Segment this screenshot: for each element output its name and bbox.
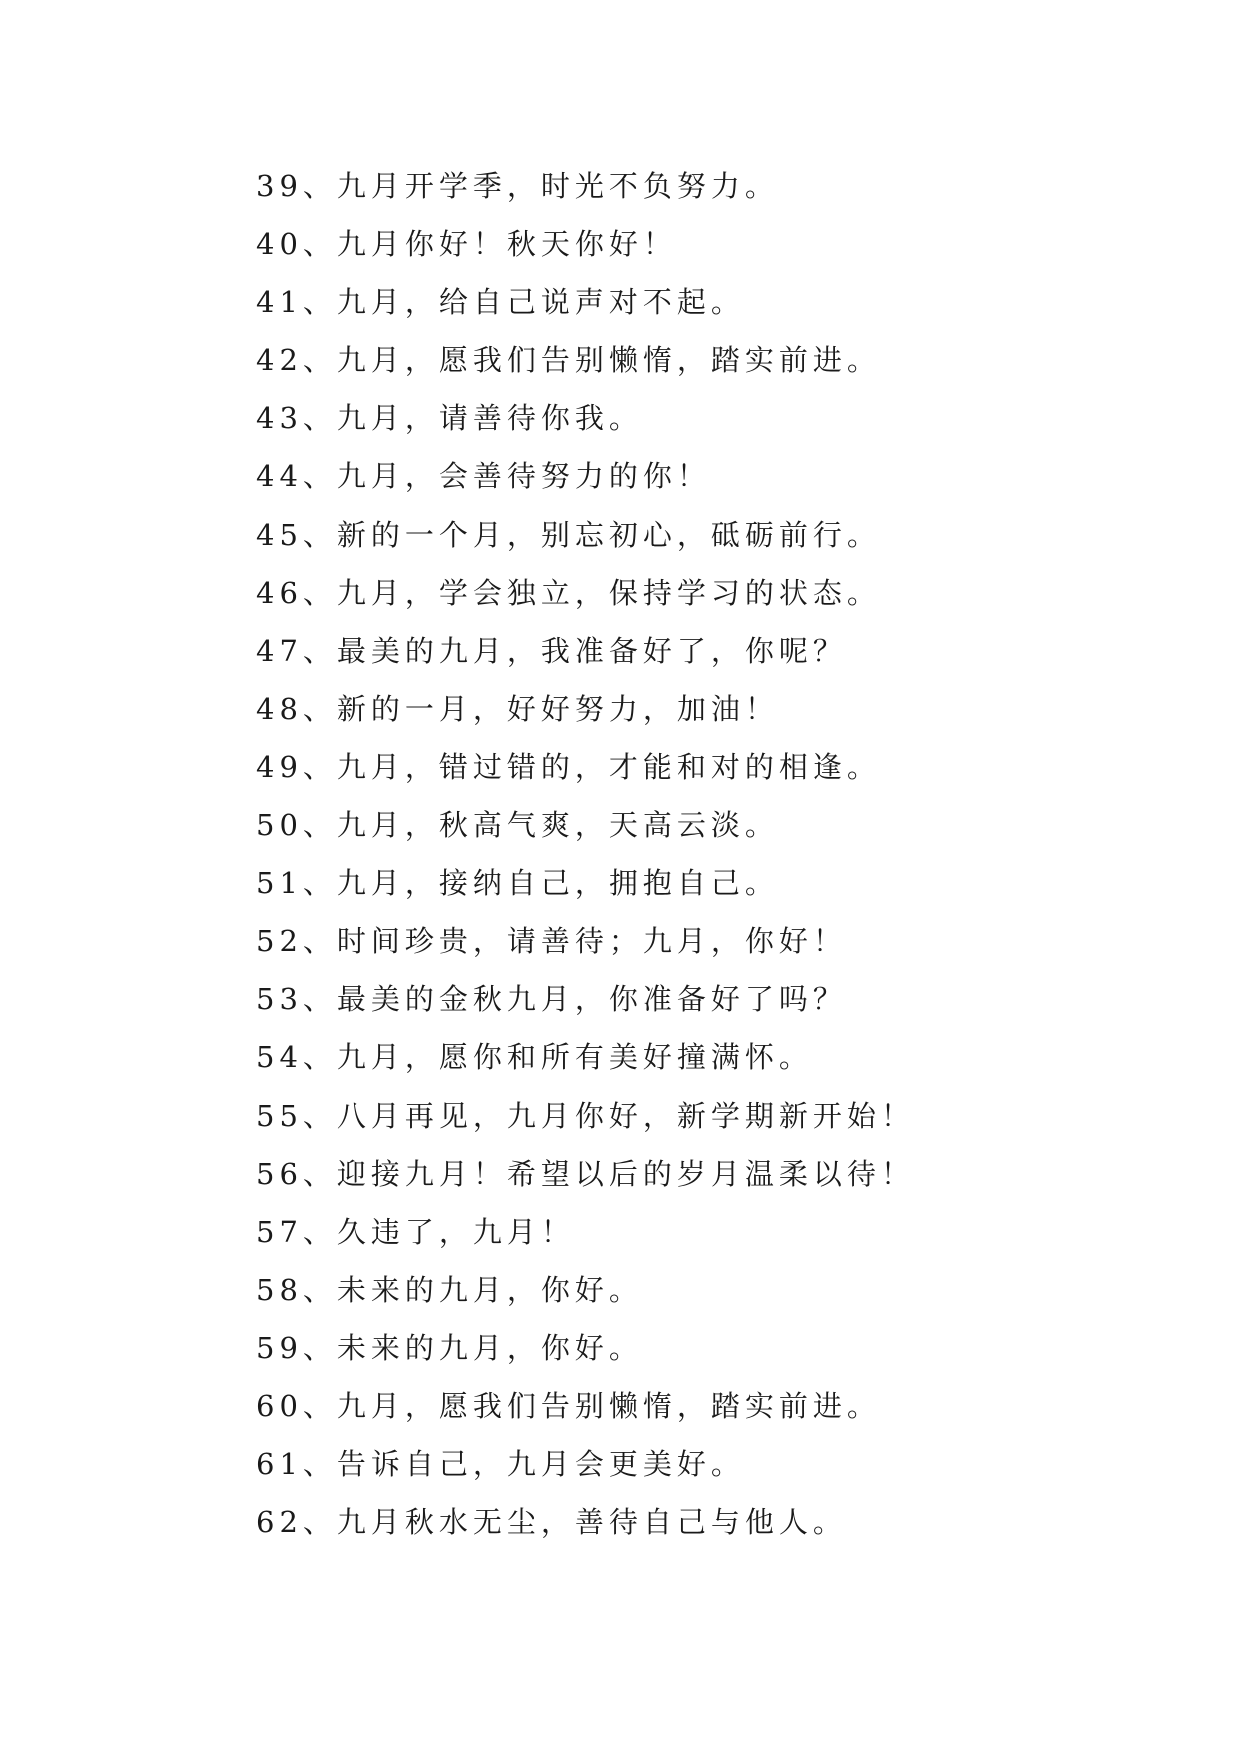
list-item: 56、迎接九月！希望以后的岁月温柔以待！ bbox=[256, 1156, 915, 1191]
list-item: 40、九月你好！秋天你好！ bbox=[256, 227, 677, 262]
list-item: 54、九月，愿你和所有美好撞满怀。 bbox=[256, 1040, 813, 1075]
list-item: 51、九月，接纳自己，拥抱自己。 bbox=[256, 866, 779, 901]
list-item: 59、未来的九月，你好。 bbox=[256, 1330, 643, 1365]
list-item: 50、九月，秋高气爽，天高云淡。 bbox=[256, 808, 779, 843]
list-item: 61、告诉自己，九月会更美好。 bbox=[256, 1447, 745, 1482]
list-item: 57、久违了，九月！ bbox=[256, 1214, 575, 1249]
list-item: 48、新的一月，好好努力，加油！ bbox=[256, 691, 779, 726]
list-item: 47、最美的九月，我准备好了，你呢？ bbox=[256, 633, 847, 668]
list-item: 42、九月，愿我们告别懒惰，踏实前进。 bbox=[256, 343, 881, 378]
list-item: 52、时间珍贵，请善待；九月，你好！ bbox=[256, 924, 847, 959]
list-item: 45、新的一个月，别忘初心，砥砺前行。 bbox=[256, 517, 881, 552]
quote-list bbox=[256, 157, 915, 1551]
list-item: 46、九月，学会独立，保持学习的状态。 bbox=[256, 575, 881, 610]
list-item: 41、九月，给自己说声对不起。 bbox=[256, 285, 745, 320]
list-item: 58、未来的九月，你好。 bbox=[256, 1272, 643, 1307]
list-item: 44、九月，会善待努力的你！ bbox=[256, 459, 711, 494]
list-item: 60、九月，愿我们告别懒惰，踏实前进。 bbox=[256, 1388, 881, 1423]
list-item: 55、八月再见，九月你好，新学期新开始！ bbox=[256, 1098, 915, 1133]
list-item: 39、九月开学季，时光不负努力。 bbox=[256, 169, 779, 203]
list-item: 49、九月，错过错的，才能和对的相逢。 bbox=[256, 749, 881, 784]
list-item: 43、九月，请善待你我。 bbox=[256, 401, 643, 436]
list-item: 62、九月秋水无尘，善待自己与他人。 bbox=[256, 1505, 847, 1540]
list-item: 53、最美的金秋九月，你准备好了吗？ bbox=[256, 982, 847, 1017]
